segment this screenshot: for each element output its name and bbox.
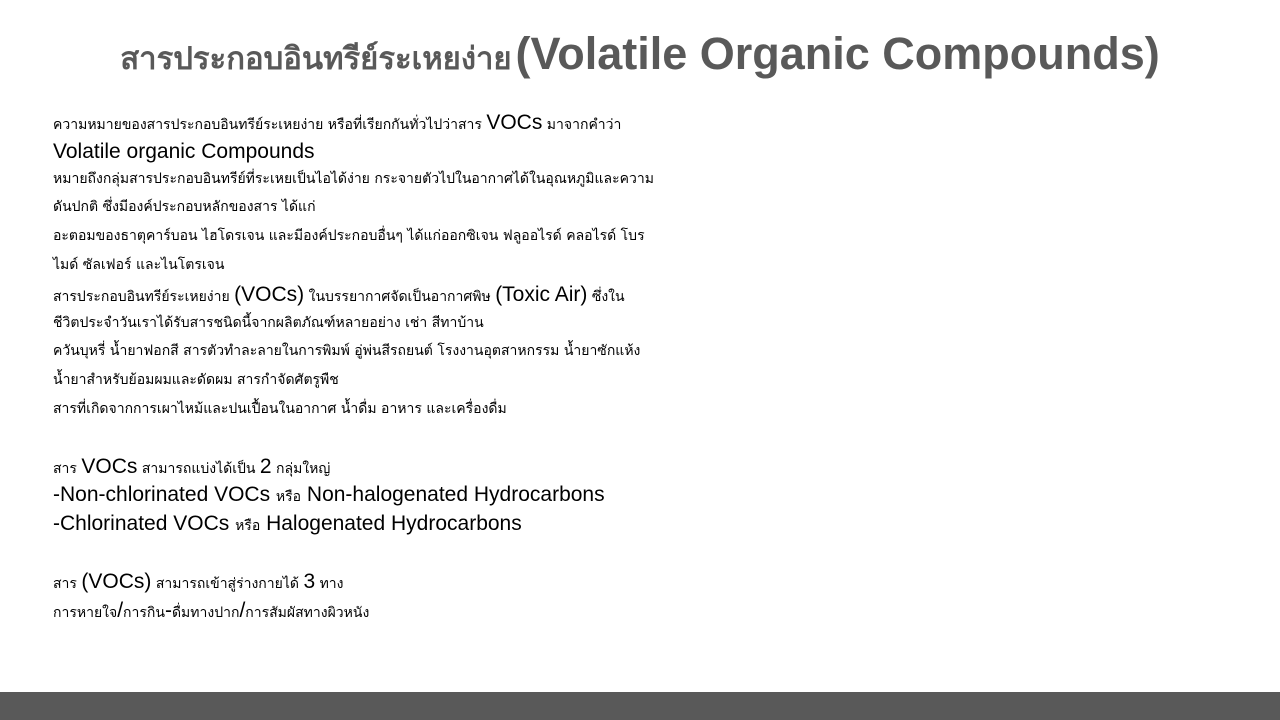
text-segment: ซึ่งใน <box>587 289 625 305</box>
text-segment: สามารถเข้าสู่ร่างกายได้ <box>151 576 304 592</box>
text-segment: มาจากคำว่า <box>542 117 622 133</box>
definition-line-8: ชีวิตประจำวันเราได้รับสารชนิดนี้จากผลิตภัณฑ์หลายอย่าง เช่า สีทาบ้าน <box>53 315 484 331</box>
text-separator: / <box>117 599 124 622</box>
text-segment-vocs: (VOCs) <box>234 283 305 306</box>
group-item-chlorinated <box>53 513 522 534</box>
text-separator: - <box>164 599 172 622</box>
routes-intro <box>53 571 344 592</box>
text-segment: -Non-chlorinated VOCs <box>53 483 276 506</box>
definition-line-11: สารที่เกิดจากการเผาไหม้และปนเปื้อนในอากาศ น้ำดื่ม อาหาร และเครื่องดื่ม <box>53 401 507 417</box>
text-segment-or: หรือ <box>235 518 261 534</box>
definition-line-5: อะตอมของธาตุคาร์บอน ไฮโดรเจน และมีองค์ประกอบอื่นๆ ได้แก่ออกซิเจน ฟลูออไรด์ คลอไรด์ โบร <box>53 228 645 244</box>
text-segment: กลุ่มใหญ่ <box>271 461 331 477</box>
footer-bar <box>0 692 1280 720</box>
text-segment-number: 3 <box>303 570 316 593</box>
definition-line-10: น้ำยาสำหรับย้อมผมและดัดผม สารกำจัดศัตรูพืช <box>53 372 339 388</box>
definition-line-2: Volatile organic Compounds <box>53 140 315 163</box>
group-item-non-chlorinated <box>53 484 605 505</box>
text-segment: การกิน <box>123 605 165 621</box>
text-segment-vocs: VOCs <box>486 111 543 134</box>
text-segment: Non-halogenated Hydrocarbons <box>301 483 605 506</box>
text-separator: / <box>239 599 246 622</box>
definition-line-9: ควันบุหรี่ น้ำยาฟอกสี สารตัวทำละลายในการพิมพ์ อู่พ่นสีรถยนต์ โรงงานอุตสาหกรรม น้ำยาซักแห้ง <box>53 343 641 359</box>
text-segment: สาร <box>53 461 82 477</box>
title-thai: สารประกอบอินทรีย์ระเหยง่าย <box>120 41 512 77</box>
definition-line-4: ดันปกติ ซึ่งมีองค์ประกอบหลักของสาร ได้แก่ <box>53 199 316 215</box>
text-segment: สามารถแบ่งได้เป็น <box>137 461 260 477</box>
title-english: (Volatile Organic Compounds) <box>515 28 1160 79</box>
text-segment: ดื่มทางปาก <box>171 605 240 621</box>
text-segment: Halogenated Hydrocarbons <box>260 512 522 535</box>
text-segment: สาร <box>53 576 82 592</box>
text-segment: การสัมผัสทางผิวหนัง <box>245 605 370 621</box>
text-segment-vocs: (VOCs) <box>81 570 152 593</box>
text-segment-number: 2 <box>259 455 272 478</box>
routes-list <box>53 600 369 621</box>
text-segment-toxic-air: (Toxic Air) <box>495 283 588 306</box>
text-segment: ในบรรยากาศจัดเป็นอากาศพิษ <box>304 289 496 305</box>
text-segment-vocs: VOCs <box>81 455 138 478</box>
text-segment: ทาง <box>315 576 344 592</box>
definition-line-1 <box>53 112 621 133</box>
text-segment: -Chlorinated VOCs <box>53 512 236 535</box>
definition-line-3: หมายถึงกลุ่มสารประกอบอินทรีย์ที่ระเหยเป็นไอได้ง่าย กระจายตัวไปในอากาศได้ในอุณหภูมิและความ <box>53 171 654 187</box>
definition-line-7 <box>53 284 625 305</box>
text-segment: ความหมายของสารประกอบอินทรีย์ระเหยง่าย หรือที่เรียกกันทั่วไปว่าสาร <box>53 117 487 133</box>
text-segment: สารประกอบอินทรีย์ระเหยง่าย <box>53 289 235 305</box>
groups-intro <box>53 456 330 477</box>
definition-line-6: ไมด์ ซัลเฟอร์ และไนโตรเจน <box>53 257 225 273</box>
text-segment-or: หรือ <box>275 489 302 505</box>
slide-title <box>0 28 1280 83</box>
text-segment: การหายใจ <box>53 605 118 621</box>
